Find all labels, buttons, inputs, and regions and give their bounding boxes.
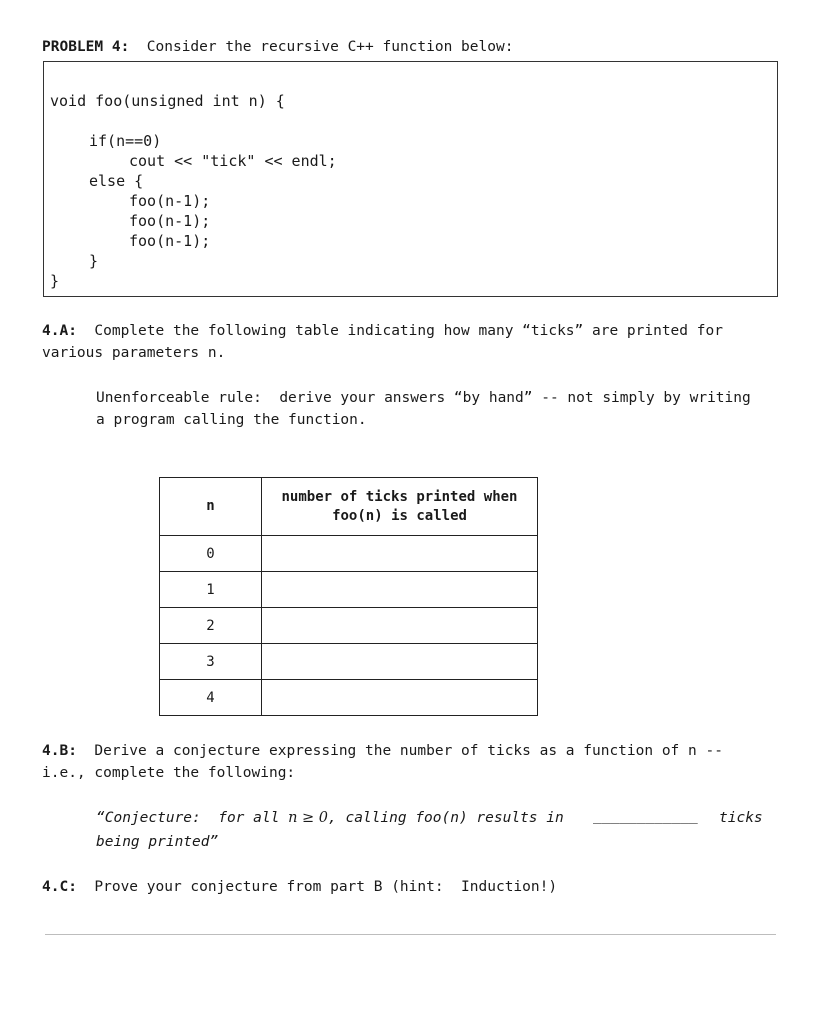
row-n: 2 (160, 608, 262, 644)
row-n: 4 (160, 680, 262, 716)
table-row (160, 644, 538, 680)
rule-line1: Unenforceable rule: derive your answers “by hand” -- not simply by writing (96, 390, 751, 406)
part-b-text (42, 743, 723, 759)
problem-intro: Consider the recursive C++ function below: (146, 39, 514, 55)
conjecture-math: n ≥ 0 (288, 810, 328, 826)
code-block (43, 61, 778, 297)
header-ticks (262, 478, 538, 536)
divider-line (45, 934, 776, 935)
part-b-line1: Derive a conjecture expressing the number of ticks as a function of n -- (94, 743, 723, 759)
row-n: 0 (160, 536, 262, 572)
ticks-answer-cell[interactable] (262, 608, 538, 644)
row-n: 1 (160, 572, 262, 608)
table-row (160, 680, 538, 716)
part-a-text (42, 323, 723, 339)
ticks-answer-cell[interactable] (262, 572, 538, 608)
part-a-line1: Complete the following table indicating how many “ticks” are printed for (94, 323, 723, 339)
code-line: foo(n-1); (129, 192, 211, 210)
conjecture-mid: , calling foo(n) results in (328, 810, 564, 826)
code-line: } (50, 272, 60, 290)
ticks-table (159, 477, 538, 716)
conjecture-suffix: ticks (719, 810, 763, 826)
header-ticks-line2: foo(n) is called (332, 507, 467, 524)
part-c-line: Prove your conjecture from part B (hint: Induction!) (94, 879, 558, 895)
table-header-row (160, 478, 538, 536)
table-row (160, 608, 538, 644)
conjecture-prefix: “Conjecture: for all (96, 810, 289, 826)
code-line: foo(n-1); (129, 232, 211, 250)
table-row (160, 536, 538, 572)
code-line: void foo(unsigned int n) { (50, 92, 285, 110)
code-line: foo(n-1); (129, 212, 211, 230)
header-ticks-line1: number of ticks printed when (281, 488, 518, 505)
conjecture-line1 (96, 810, 564, 826)
part-a-label: 4.A: (42, 323, 77, 339)
ticks-answer-cell[interactable] (262, 644, 538, 680)
code-line: } (89, 252, 99, 270)
part-c-text (42, 879, 557, 895)
part-b-label: 4.B: (42, 743, 77, 759)
ticks-answer-cell[interactable] (262, 680, 538, 716)
row-n: 3 (160, 644, 262, 680)
rule-line2: a program calling the function. (96, 412, 367, 428)
conjecture-blank[interactable]: ____________ (593, 808, 698, 824)
code-line: cout << "tick" << endl; (129, 152, 337, 170)
conjecture-line2: being printed” (96, 834, 219, 850)
part-c-label: 4.C: (42, 879, 77, 895)
code-line: else { (89, 172, 144, 190)
header-n: n (160, 478, 262, 536)
table-row (160, 572, 538, 608)
code-line: if(n==0) (89, 132, 162, 150)
problem-heading (42, 39, 513, 55)
part-a-line2: various parameters n. (42, 345, 226, 361)
part-b-line2: i.e., complete the following: (42, 765, 296, 781)
problem-label: PROBLEM 4: (42, 39, 130, 55)
ticks-answer-cell[interactable] (262, 536, 538, 572)
